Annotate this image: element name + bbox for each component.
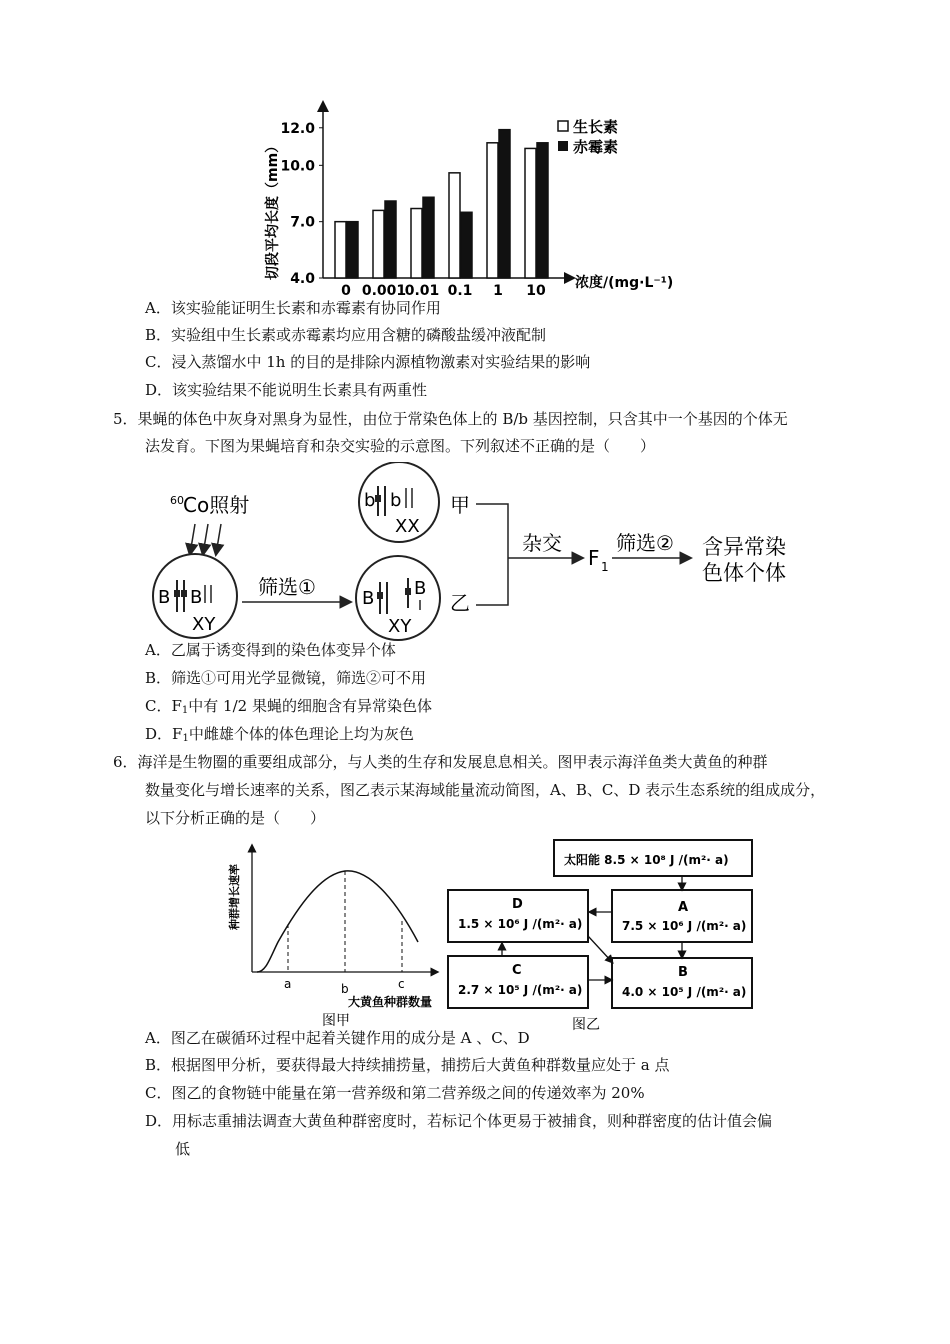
cell1-sex: XY	[192, 614, 216, 635]
q5-option-d: D．$F_1$中雌雄个体的体色理论上均为灰色	[145, 725, 414, 744]
box-sun	[554, 840, 752, 876]
q6-stem-line3: 以下分析正确的是（ ）	[145, 809, 326, 827]
q6-stem-line1: 6．海洋是生物圈的重要组成部分，与人类的生存和发展息息相关。图甲表示海洋鱼类大黄鱼的种群	[113, 753, 768, 771]
box-a-value: 7.5 × 10⁶ J /(m²· a)	[622, 919, 747, 933]
co60-sup: 60	[170, 494, 184, 507]
yi-caption: 图乙	[572, 1017, 600, 1033]
y-tick-label: 12.0	[280, 120, 315, 137]
bar-gibberellin-0.01	[423, 197, 434, 278]
q5-stem-line1: 5．果蝇的体色中灰身对黑身为显性，由位于常染色体上的 B/b 基因控制，只含其中一个基因的个体无	[113, 410, 788, 428]
x-axis-label: 浓度/(mg·L⁻¹)	[575, 275, 674, 291]
bar-gibberellin-1	[499, 130, 510, 278]
co60-label: Co照射	[183, 493, 250, 517]
result-line1: 含异常染	[702, 535, 786, 559]
figure-jia-svg	[222, 838, 442, 1033]
bar-auxin-0.1	[449, 173, 460, 278]
arrow-d-b	[588, 936, 612, 962]
box-a	[612, 890, 752, 942]
box-d-name: D	[512, 897, 523, 912]
y-tick-label: 7.0	[290, 214, 315, 231]
box-c	[448, 956, 588, 1008]
bar-gibberellin-0.001	[385, 201, 396, 278]
q5-diagram-svg	[150, 462, 810, 647]
tick-a: a	[284, 977, 292, 991]
box-b	[612, 958, 752, 1008]
y-tick-label: 4.0	[290, 271, 315, 287]
q5-option-a: A．乙属于诱变得到的染色体变异个体	[145, 641, 396, 659]
legend-swatch-auxin	[558, 121, 568, 131]
bar-gibberellin-0.1	[461, 212, 472, 278]
bar-gibberellin-10	[537, 143, 548, 278]
tick-b: b	[341, 982, 349, 996]
bar-auxin-0.001	[373, 210, 384, 278]
box-b-name: B	[678, 965, 688, 980]
box-c-value: 2.7 × 10⁵ J /(m²· a)	[458, 983, 583, 997]
cell3-gene-left: b	[364, 490, 376, 511]
bar-auxin-1	[487, 143, 498, 278]
q5-stem-line2: 法发育。下图为果蝇培育和杂交实验的示意图。下列叙述不正确的是（ ）	[145, 437, 656, 455]
legend	[558, 118, 618, 156]
box-d-value: 1.5 × 10⁶ J /(m²· a)	[458, 917, 583, 931]
q4-option-c: C．浸入蒸馏水中 1h 的目的是排除内源植物激素对实验结果的影响	[145, 353, 591, 371]
f1-label: F	[588, 546, 600, 570]
figure-jia	[222, 838, 442, 1033]
x-tick-label: 0.1	[447, 283, 473, 299]
cell3-gene-right: b	[390, 490, 402, 511]
q5-option-c: C．$F_1$中有 1/2 果蝇的细胞含有异常染色体	[145, 697, 432, 716]
result-line2: 色体个体	[702, 561, 786, 585]
cell1-gene-left: B	[158, 587, 171, 608]
cell2-gene-right: B	[414, 578, 427, 599]
jia-caption: 图甲	[322, 1013, 350, 1029]
radiation-arrow-1	[190, 524, 195, 554]
radiation-arrow-2	[203, 524, 208, 554]
x-tick-label: 0	[341, 283, 351, 299]
x-tick-label: 1	[493, 283, 503, 299]
figure-yi	[442, 832, 760, 1037]
q6-option-d-wrap: 低	[175, 1140, 191, 1158]
q6-option-d: D．用标志重捕法调查大黄鱼种群密度时，若标记个体更易于被捕食，则种群密度的估计值会偏	[145, 1112, 773, 1130]
legend-swatch-gibberellin	[558, 141, 568, 151]
cell-original-male	[153, 554, 237, 638]
cell3-sex: XX	[395, 516, 420, 537]
legend-label-auxin: 生长素	[573, 118, 619, 136]
box-c-name: C	[512, 963, 522, 978]
q6-option-c: C．图乙的食物链中能量在第一营养级和第二营养级之间的传递效率为 20%	[145, 1084, 645, 1102]
bar-auxin-0	[335, 222, 346, 278]
jia-y-label: 种群增长速率	[228, 864, 241, 930]
screen1-label: 筛选①	[258, 575, 316, 599]
bar-auxin-10	[525, 148, 536, 278]
q6-option-a: A．图乙在碳循环过程中起着关键作用的成分是 A 、C、D	[145, 1029, 530, 1047]
q4-option-a: A．该实验能证明生长素和赤霉素有协同作用	[145, 299, 441, 317]
q4-option-d: D．该实验结果不能说明生长素具有两重性	[145, 381, 428, 399]
cell-jia	[359, 462, 439, 542]
screen2-label: 筛选②	[616, 531, 674, 555]
bar-gibberellin-0	[347, 222, 358, 278]
x-tick-label: 0.001	[361, 283, 407, 299]
cross-bracket	[476, 504, 508, 605]
cell1-gene-right: B	[190, 587, 203, 608]
x-tick-label: 10	[526, 283, 546, 299]
box-d	[448, 890, 588, 942]
y-axis-label: 切段平均长度（mm）	[265, 138, 281, 280]
bar-chart-svg	[255, 95, 695, 300]
jia-x-label: 大黄鱼种群数量	[348, 995, 433, 1009]
bar-auxin-0.01	[411, 209, 422, 278]
growth-rate-curve	[257, 871, 418, 972]
cell2-gene-left: B	[362, 588, 375, 609]
cell-yi	[356, 556, 440, 640]
cross-label: 杂交	[522, 531, 562, 555]
q4-option-b: B．实验组中生长素或赤霉素均应用含糖的磷酸盐缓冲液配制	[145, 326, 547, 344]
q5-option-b: B．筛选①可用光学显微镜，筛选②可不用	[145, 669, 427, 687]
x-tick-label: 0.01	[404, 283, 440, 299]
box-b-value: 4.0 × 10⁵ J /(m²· a)	[622, 985, 747, 999]
box-a-name: A	[678, 900, 689, 915]
figure-yi-svg	[442, 832, 760, 1037]
q5-diagram	[150, 462, 810, 647]
radiation-arrow-3	[216, 524, 221, 554]
q6-option-b: B．根据图甲分析，要获得最大持续捕捞量，捕捞后大黄鱼种群数量应处于 a 点	[145, 1056, 670, 1074]
label-jia: 甲	[450, 493, 470, 517]
tick-c: c	[398, 977, 405, 991]
f1-sub: 1	[601, 560, 609, 574]
cell2-sex: XY	[388, 616, 412, 637]
label-yi: 乙	[450, 591, 470, 615]
sun-text: 太阳能 8.5 × 10⁸ J /(m²· a)	[564, 853, 729, 867]
bar-chart	[255, 95, 695, 300]
q6-stem-line2: 数量变化与增长速率的关系，图乙表示某海域能量流动简图，A、B、C、D 表示生态系统的组成成分，	[145, 781, 826, 799]
y-tick-label: 10.0	[280, 158, 315, 175]
legend-label-gibberellin: 赤霉素	[573, 138, 619, 156]
